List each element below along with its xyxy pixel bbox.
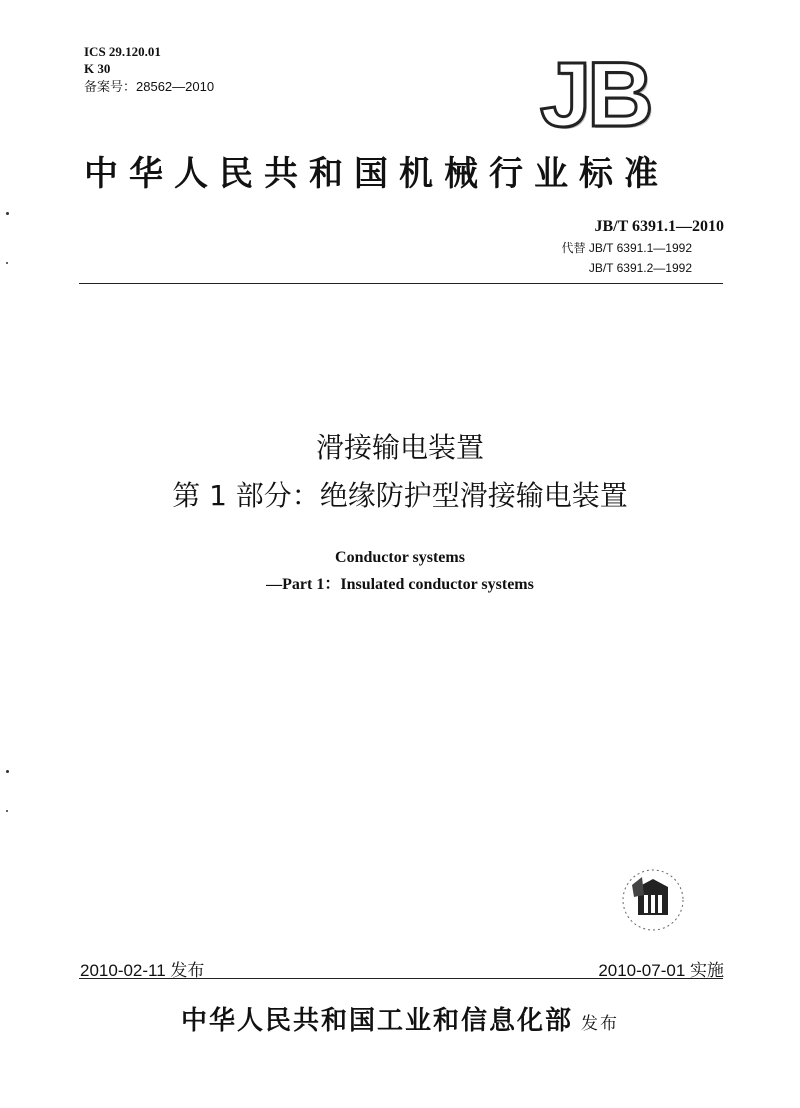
title-cn-line1: 滑接输电装置 — [315, 431, 484, 464]
filing-number: 备案号：28562—2010 — [84, 79, 215, 94]
standard-number: JB/T 6391.1—2010 — [594, 218, 724, 235]
scan-speck — [6, 770, 9, 773]
scan-speck — [6, 262, 8, 264]
replaces-line-1: 代替 JB/T 6391.1—1992 — [561, 241, 692, 255]
jb-logo: JB — [540, 44, 650, 146]
title-cn-line2: 第 1 部分：绝缘防护型滑接输电装置 — [172, 479, 628, 512]
publisher-suffix: 发布 — [581, 1014, 619, 1034]
publisher-name: 中华人民共和国工业和信息化部 — [180, 1006, 573, 1036]
publisher — [0, 1000, 800, 1037]
title-en-line2: —Part 1：Insulated conductor systems — [266, 576, 534, 593]
ics-code: ICS 29.120.01 — [84, 44, 161, 59]
replaces-line-2: JB/T 6391.2—1992 — [588, 261, 692, 275]
issue-date: 2010-02-11 发布 — [80, 961, 205, 980]
classification-code: K 30 — [84, 61, 111, 76]
org-title: 中华人民共和国机械行业标准 — [84, 154, 669, 194]
scan-speck — [6, 212, 9, 215]
effective-date: 2010-07-01 实施 — [598, 961, 724, 980]
publisher-seal-icon — [618, 865, 688, 935]
scan-speck — [6, 810, 8, 812]
title-en-line1: Conductor systems — [335, 549, 465, 566]
header-divider — [79, 283, 723, 284]
